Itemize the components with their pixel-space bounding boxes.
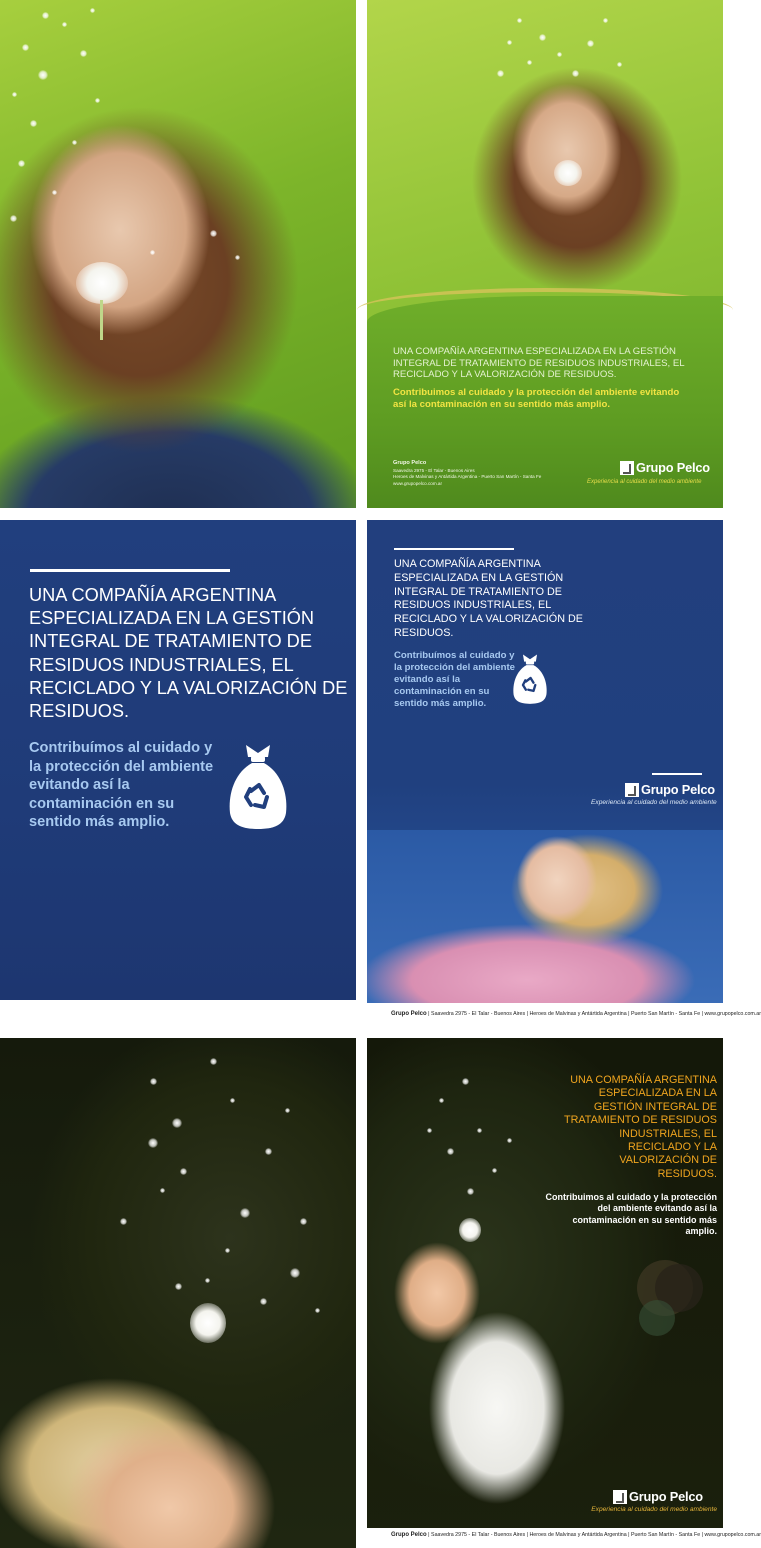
website: www.grupopelco.com.ar xyxy=(393,481,443,486)
dandelion-seed xyxy=(290,1268,300,1278)
dandelion-seed xyxy=(72,140,77,145)
dandelion-seed xyxy=(587,40,594,47)
ad-panel-girl-dandelion-photo xyxy=(0,0,356,508)
recycling-bag-icon xyxy=(510,651,550,705)
divider-rule xyxy=(394,548,514,550)
dandelion-seed xyxy=(210,230,217,237)
headline: UNA COMPAÑÍA ARGENTINA ESPECIALIZADA EN LA GESTIÓN INTEGRAL DE TRATAMIENTO DE RESIDUOS INDUSTRIALES, EL RECICLADO Y LA VALORIZACIÓN DE RESIDUOS. xyxy=(29,585,348,722)
ad-panel-blue-photo xyxy=(367,520,761,1017)
dandelion-seed xyxy=(427,1128,432,1133)
dandelion-seed xyxy=(42,12,49,19)
dandelion-seed xyxy=(265,1148,272,1155)
dandelion-seed xyxy=(557,52,562,57)
ad-panel-blue-text xyxy=(0,520,356,1000)
dandelion-seed xyxy=(507,1138,512,1143)
dandelion-stem xyxy=(100,300,103,340)
logo-text: Grupo Pelco xyxy=(636,460,710,475)
dandelion-seed xyxy=(230,1098,235,1103)
dandelion-seed xyxy=(225,1248,230,1253)
dandelion-seed xyxy=(120,1218,127,1225)
ad-panel-green xyxy=(367,0,723,508)
dandelion-seed xyxy=(315,1308,320,1313)
dandelion-seed xyxy=(12,92,17,97)
dandelion-seed xyxy=(539,34,546,41)
dandelion-seed xyxy=(80,50,87,57)
dandelion-seed xyxy=(38,70,48,80)
dandelion-seed xyxy=(210,1058,217,1065)
headline: UNA COMPAÑÍA ARGENTINA ESPECIALIZADA EN LA GESTIÓN INTEGRAL DE TRATAMIENTO DE RESIDUOS INDUSTRIALES, EL RECICLADO Y LA VALORIZACIÓN DE RESIDUOS. xyxy=(393,346,685,380)
dandelion-seed xyxy=(462,1078,469,1085)
ad-panel-dark xyxy=(367,1038,761,1548)
dandelion-seed xyxy=(150,250,155,255)
dandelion-seed xyxy=(467,1188,474,1195)
dandelion-seed xyxy=(507,40,512,45)
tagline: Experiencia al cuidado del medio ambiente xyxy=(587,479,702,485)
ad-panel-boy-dandelion-photo xyxy=(0,1038,356,1548)
dandelion-head xyxy=(459,1218,481,1242)
dandelion-seed xyxy=(603,18,608,23)
footer-bar xyxy=(367,1003,761,1028)
dandelion-seed xyxy=(180,1168,187,1175)
dandelion-seed xyxy=(22,44,29,51)
grupo-pelco-logo-icon xyxy=(613,1490,627,1504)
footer-text: Grupo Pelco | Saavedra 2975 - El Talar - Buenos Aires | Heroes de Malvinas y Antártida Argentina | Puerto San Martín - Santa Fe | www.grupopelco.com.ar xyxy=(391,1532,761,1538)
dandelion-seed xyxy=(300,1218,307,1225)
grupo-pelco-logo-icon xyxy=(625,783,639,797)
dandelion-seed xyxy=(18,160,25,167)
child-blowing-dandelion-photo xyxy=(367,830,723,1003)
dandelion-seed xyxy=(492,1168,497,1173)
headline: UNA COMPAÑÍA ARGENTINA ESPECIALIZADA EN LA GESTIÓN INTEGRAL DE TRATAMIENTO DE RESIDUOS INDUSTRIALES, EL RECICLADO Y LA VALORIZACIÓN DE RESIDUOS. xyxy=(564,1074,717,1180)
dandelion-seed xyxy=(95,98,100,103)
dandelion-seed xyxy=(235,255,240,260)
grupo-pelco-logo-icon xyxy=(620,461,634,475)
footer-bar xyxy=(367,1528,761,1548)
dandelion-seed xyxy=(148,1138,158,1148)
dandelion-seed xyxy=(160,1188,165,1193)
dandelion-seed xyxy=(205,1278,210,1283)
logo-text: Grupo Pelco xyxy=(641,782,715,797)
subline: Contribuimos al cuidado y la protección del ambiente evitando así la contaminación en su sentido más amplio. xyxy=(545,1192,717,1237)
subline: Contribuímos al cuidado y la protección del ambiente evitando así la contaminación en su sentido más amplio. xyxy=(394,650,516,709)
dandelion-seed xyxy=(150,1078,157,1085)
dandelion-seed xyxy=(52,190,57,195)
logo-text: Grupo Pelco xyxy=(629,1489,703,1504)
subline: Contribuimos al cuidado y la protección del ambiente evitando así la contaminación en su sentido más amplio. xyxy=(393,387,680,410)
dandelion-seed xyxy=(285,1108,290,1113)
bokeh-circle xyxy=(639,1300,675,1336)
dandelion-seed xyxy=(439,1098,444,1103)
dandelion-seed xyxy=(10,215,17,222)
dandelion-seed xyxy=(497,70,504,77)
address-2: Heroes de Malvinas y Antártida Argentina - Puerto San Martín - Santa Fe xyxy=(393,474,542,479)
dandelion-seed xyxy=(527,60,532,65)
dandelion-head xyxy=(76,262,128,304)
divider-rule-short xyxy=(652,773,702,775)
tagline: Experiencia al cuidado del medio ambiente xyxy=(591,799,717,806)
dandelion-seed xyxy=(572,70,579,77)
recycling-bag-icon xyxy=(224,739,292,831)
footer-text: Grupo Pelco | Saavedra 2975 - El Talar - Buenos Aires | Heroes de Malvinas y Antártida Argentina | Puerto San Martín - Santa Fe | www.grupopelco.com.ar xyxy=(391,1011,761,1017)
divider-rule xyxy=(30,569,230,572)
dandelion-seed xyxy=(62,22,67,27)
dandelion-seed xyxy=(447,1148,454,1155)
tagline: Experiencia al cuidado del medio ambiente xyxy=(591,1506,717,1513)
dandelion-seed xyxy=(517,18,522,23)
company-name: Grupo Pelco xyxy=(393,460,427,466)
dandelion-seed xyxy=(240,1208,250,1218)
dandelion-seed xyxy=(477,1128,482,1133)
headline: UNA COMPAÑÍA ARGENTINA ESPECIALIZADA EN LA GESTIÓN INTEGRAL DE TRATAMIENTO DE RESIDUOS INDUSTRIALES, EL RECICLADO Y LA VALORIZACIÓN DE RESIDUOS. xyxy=(394,558,584,639)
dandelion-seed xyxy=(175,1283,182,1290)
dandelion-seed xyxy=(617,62,622,67)
dandelion-head xyxy=(190,1303,226,1343)
address-1: Saavedra 2975 - El Talar - Buenos Aires xyxy=(393,468,475,473)
subline: Contribuímos al cuidado y la protección del ambiente evitando así la contaminación en su sentido más amplio. xyxy=(29,740,214,831)
dandelion-seed xyxy=(260,1298,267,1305)
dandelion-head xyxy=(554,160,582,186)
dandelion-seed xyxy=(172,1118,182,1128)
dandelion-seed xyxy=(90,8,95,13)
dandelion-seed xyxy=(30,120,37,127)
